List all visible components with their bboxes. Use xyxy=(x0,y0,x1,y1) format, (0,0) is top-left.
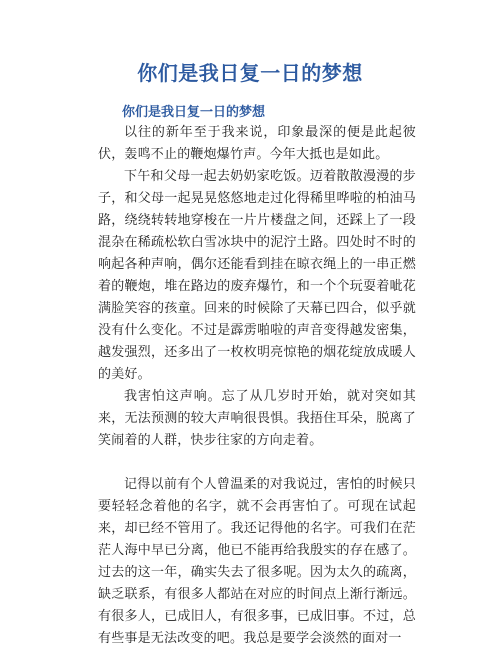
paragraph-2: 下午和父母一起去奶奶家吃饭。迈着散散漫漫的步子，和父母一起晃晃悠悠地走过化得稀里哗啦的柏油马路，绕绕转转地穿梭在一片片楼盘之间，还踩上了一段混杂在稀疏松软白雪冰块中的泥泞土路。四处时不时的响起各种声响，偶尔还能看到挂在晾衣绳上的一串正燃着的鞭炮，堆在路边的废弃爆竹，和一个个玩耍着呲花满脸笑容的孩童。回来的时候除了天幕已四合，似乎就没有什么变化。不过是霹雳啪啦的声音变得越发密集，越发强烈，还多出了一枚枚明亮惊艳的烟花绽放成暖人的美好。 xyxy=(98,169,416,382)
paragraph-4: 记得以前有个人曾温柔的对我说过，害怕的时候只要轻轻念着他的名字，就不会再害怕了。可现在试起来，却已经不管用了。我还记得他的名字。可我们在茫茫人海中早已分离，他已不能再给我殷实的存在感了。过去的这一年，确实失去了很多呢。因为太久的疏离，缺乏联系，有很多人都站在对应的时间点上渐行渐远。有很多人，已成旧人，有很多事，已成旧事。不过，总有些事是无法改变的吧。我总是要学会淡然的面对一 xyxy=(98,477,416,646)
article-subheading: 你们是我日复一日的梦想 xyxy=(122,105,266,120)
paragraph-3: 我害怕这声响。忘了从几岁时开始，就对突如其来，无法预测的较大声响很畏惧。我捂住耳朵，脱离了笑闹着的人群，快步往家的方向走着。 xyxy=(98,389,416,448)
article-body xyxy=(98,122,416,650)
paragraph-1: 以往的新年至于我来说，印象最深的便是此起彼伏，轰鸣不止的鞭炮爆竹声。今年大抵也是如此。 xyxy=(98,125,416,162)
article-title: 你们是我日复一日的梦想 xyxy=(137,61,363,85)
